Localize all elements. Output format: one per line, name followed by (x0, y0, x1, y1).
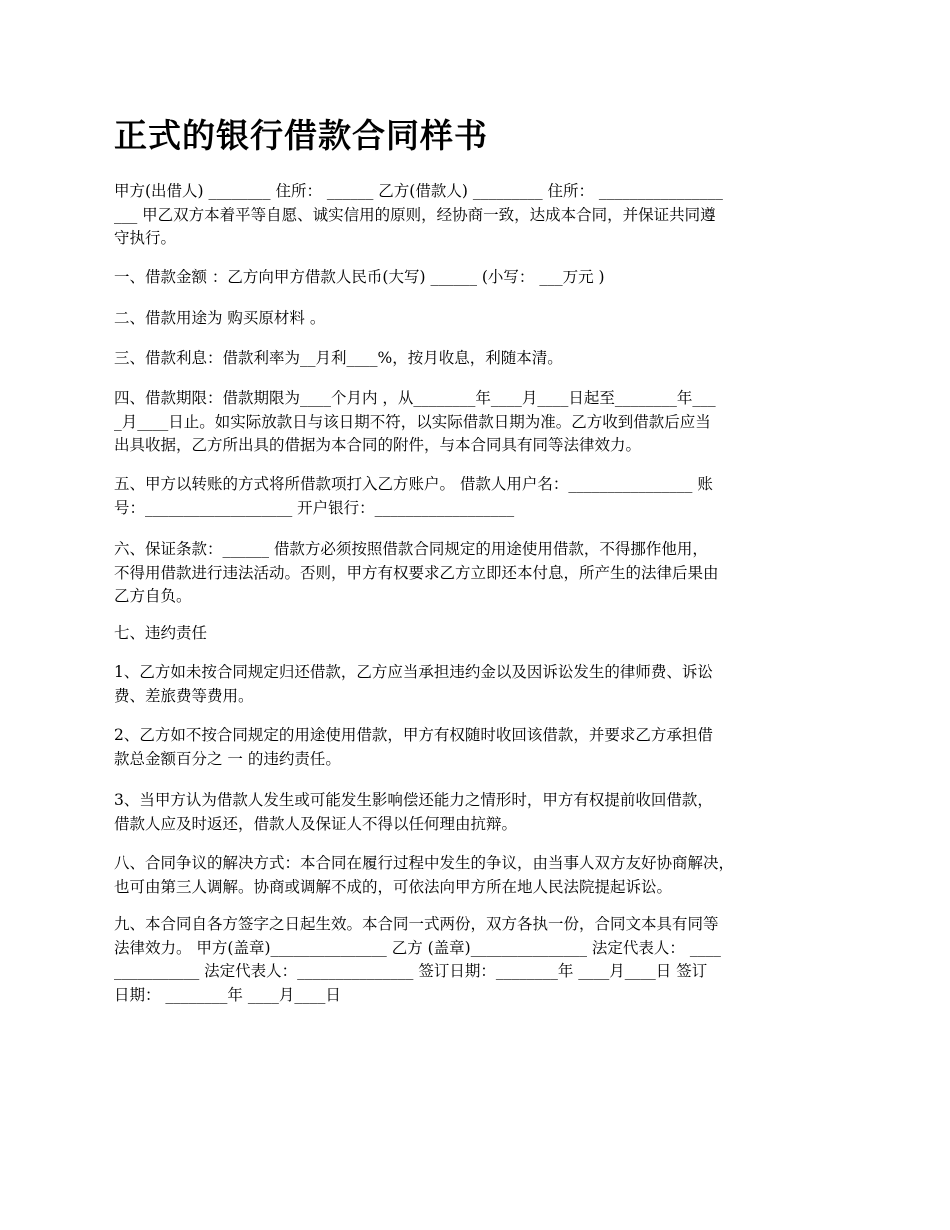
paragraph-line: 五、甲方以转账的方式将所借款项打入乙方账户。 借款人用户名：________________ 账 (114, 475, 713, 493)
paragraph-line: 六、保证条款：______ 借款方必须按照借款合同规定的用途使用借款，不得挪作他用， (114, 540, 708, 558)
paragraph-line: 七、违约责任 (114, 624, 208, 642)
paragraph-breach-1 (114, 661, 839, 708)
paragraph-effective-signatures (114, 913, 839, 1007)
paragraph-line: ___________ 法定代表人：_______________ 签订日期：________年 ____月____日 签订 (114, 962, 708, 980)
paragraph-dispute (114, 852, 839, 899)
paragraph-line: 2、乙方如不按合同规定的用途使用借款，甲方有权随时收回该借款，并要求乙方承担借 (114, 726, 713, 744)
paragraph-breach-3 (114, 789, 839, 836)
paragraph-line: 款总金额百分之 一 的违约责任。 (114, 749, 341, 768)
paragraph-line: 三、借款利息：借款利率为__月利____%，按月收息，利随本清。 (114, 349, 563, 367)
paragraph-line: 八、合同争议的解决方式：本合同在履行过程中发生的争议，由当事人双方友好协商解决， (114, 854, 735, 872)
paragraph-line: 四、借款期限：借款期限为____个月内 ，从________年____月____日起至________年___ (114, 389, 716, 407)
paragraph-line: 号：___________________ 开户银行：__________________ (114, 498, 515, 517)
paragraph-line: 法律效力。 甲方(盖章)_______________ 乙方 (盖章)_______________ 法定代表人： ____ (114, 938, 721, 957)
paragraph-breach-2 (114, 724, 839, 771)
paragraph-line: 借款人应及时返还，借款人及保证人不得以任何理由抗辩。 (114, 814, 518, 833)
paragraph-line: 甲方(出借人) ________ 住所： ______ 乙方(借款人) _________ 住所： ________________ (114, 182, 723, 200)
paragraph-line: 出具收据，乙方所出具的借据为本合同的附件，与本合同具有同等法律效力。 (114, 436, 642, 454)
paragraph-line: 费、差旅费等费用。 (114, 686, 254, 705)
paragraph-line: _月____日止。如实际放款日与该日期不符，以实际借款日期为准。乙方收到借款后应当 (114, 412, 711, 431)
paragraph-line: ___ 甲乙双方本着平等自愿、诚实信用的原则，经协商一致，达成本合同，并保证共同遵 (114, 205, 716, 224)
document-title: 正式的银行借款合同样书 (114, 116, 488, 155)
paragraph-loan-term (114, 387, 839, 458)
paragraph-line: 3、当甲方认为借款人发生或可能发生影响偿还能力之情形时，甲方有权提前收回借款， (114, 791, 713, 809)
paragraph-transfer (114, 473, 839, 520)
paragraph-loan-purpose (114, 307, 839, 331)
paragraph-line: 一、借款金额 ：乙方向甲方借款人民币(大写) ______ (小写： ___万元 ) (114, 268, 605, 286)
paragraph-line: 也可由第三人调解。协商或调解不成的，可依法向甲方所在地人民法院提起诉讼。 (114, 877, 673, 896)
paragraph-guarantee (114, 538, 839, 609)
section-heading-breach (114, 622, 839, 646)
paragraph-line: 二、借款用途为 购买原材料 。 (114, 309, 326, 327)
paragraph-line: 九、本合同自各方签字之日起生效。本合同一式两份，双方各执一份，合同文本具有同等 (114, 915, 719, 933)
paragraph-line: 日期： ________年 ____月____日 (114, 985, 341, 1004)
paragraph-line: 不得用借款进行违法活动。否则，甲方有权要求乙方立即还本付息，所产生的法律后果由 (114, 563, 719, 582)
paragraph-interest (114, 347, 839, 371)
paragraph-line: 守执行。 (114, 229, 177, 247)
paragraph-line: 1、乙方如未按合同规定归还借款，乙方应当承担违约金以及因诉讼发生的律师费、诉讼 (114, 663, 713, 681)
paragraph-parties (114, 180, 839, 251)
paragraph-loan-amount (114, 266, 839, 290)
paragraph-line: 乙方自负。 (114, 587, 192, 605)
